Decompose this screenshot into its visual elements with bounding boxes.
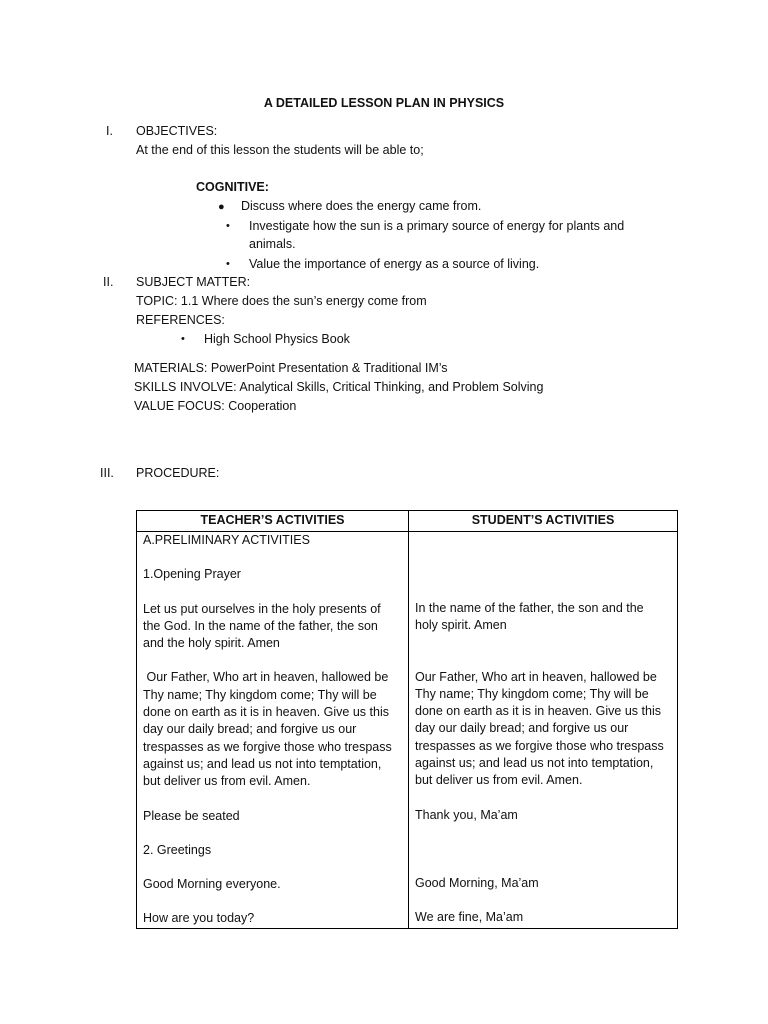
references-label: REFERENCES: — [136, 313, 225, 327]
bullet-icon: • — [181, 333, 185, 345]
teacher-line: How are you today? — [143, 911, 255, 926]
teacher-line: against us; and lead us not into temptation, — [143, 756, 382, 771]
teacher-line: trespasses as we forgive those who trespass — [143, 739, 392, 754]
teacher-line: 1.Opening Prayer — [143, 567, 241, 582]
objective-item: Discuss where does the energy came from. — [241, 199, 482, 213]
student-line: We are fine, Ma’am — [415, 910, 524, 925]
subject-matter-heading: SUBJECT MATTER: — [136, 275, 251, 289]
student-activities-cell — [409, 532, 678, 929]
teacher-line: Good Morning everyone. — [143, 877, 281, 892]
procedure-heading: PROCEDURE: — [136, 466, 220, 480]
table-row — [137, 532, 678, 929]
student-line: day our daily bread; and forgive us our — [415, 721, 629, 736]
student-line: trespasses as we forgive those who trespass — [415, 738, 664, 753]
objectives-intro: At the end of this lesson the students will be able to; — [136, 143, 424, 157]
section-numeral-subject-matter: II. — [103, 275, 114, 289]
section-numeral-procedure: III. — [100, 466, 114, 480]
student-line: but deliver us from evil. Amen. — [415, 773, 583, 788]
bullet-icon: • — [226, 258, 230, 270]
student-line: Good Morning, Ma’am — [415, 875, 539, 890]
student-line: Thy name; Thy kingdom come; Thy will be — [415, 686, 649, 701]
teacher-line: 2. Greetings — [143, 842, 212, 857]
teacher-activities-cell — [137, 532, 409, 929]
bullet-icon: • — [226, 220, 230, 232]
topic-line: TOPIC: 1.1 Where does the sun’s energy come from — [136, 294, 427, 308]
teacher-line: but deliver us from evil. Amen. — [143, 774, 311, 789]
teacher-line: Please be seated — [143, 808, 240, 823]
objective-item-continuation: animals. — [249, 237, 296, 251]
teacher-line: and the holy spirit. Amen — [143, 636, 280, 651]
student-line: against us; and lead us not into temptation, — [415, 756, 654, 771]
student-line: done on earth as it is in heaven. Give us this — [415, 704, 661, 719]
teacher-activities-header: TEACHER’S ACTIVITIES — [137, 511, 409, 532]
teacher-line: day our daily bread; and forgive us our — [143, 722, 357, 737]
skills-line: SKILLS INVOLVE: Analytical Skills, Critical Thinking, and Problem Solving — [134, 380, 544, 394]
procedure-table — [136, 510, 678, 929]
bullet-icon: ● — [218, 201, 225, 213]
cognitive-label: COGNITIVE: — [196, 180, 269, 194]
teacher-line: the God. In the name of the father, the son — [143, 618, 378, 633]
student-line: Our Father, Who art in heaven, hallowed be — [415, 669, 657, 684]
materials-line: MATERIALS: PowerPoint Presentation & Traditional IM’s — [134, 361, 448, 375]
student-line: In the name of the father, the son and the — [415, 601, 644, 615]
teacher-line: Thy name; Thy kingdom come; Thy will be — [143, 687, 377, 702]
objectives-heading: OBJECTIVES: — [136, 124, 218, 138]
document-title: A DETAILED LESSON PLAN IN PHYSICS — [263, 96, 505, 110]
objective-item: Value the importance of energy as a source of living. — [249, 257, 540, 271]
objective-item: Investigate how the sun is a primary source of energy for plants and — [249, 219, 625, 233]
student-line: Thank you, Ma’am — [415, 807, 518, 822]
value-focus-line: VALUE FOCUS: Cooperation — [134, 399, 297, 413]
teacher-line: Our Father, Who art in heaven, hallowed be — [143, 670, 389, 685]
teacher-line: A.PRELIMINARY ACTIVITIES — [143, 533, 310, 547]
reference-item: High School Physics Book — [204, 332, 350, 346]
student-line: holy spirit. Amen — [415, 618, 507, 633]
section-numeral-objectives: I. — [106, 124, 113, 138]
table-header-row — [137, 511, 678, 532]
teacher-line: done on earth as it is in heaven. Give us this — [143, 705, 389, 720]
student-activities-header: STUDENT’S ACTIVITIES — [409, 511, 678, 532]
teacher-line: Let us put ourselves in the holy presents of — [143, 601, 381, 616]
